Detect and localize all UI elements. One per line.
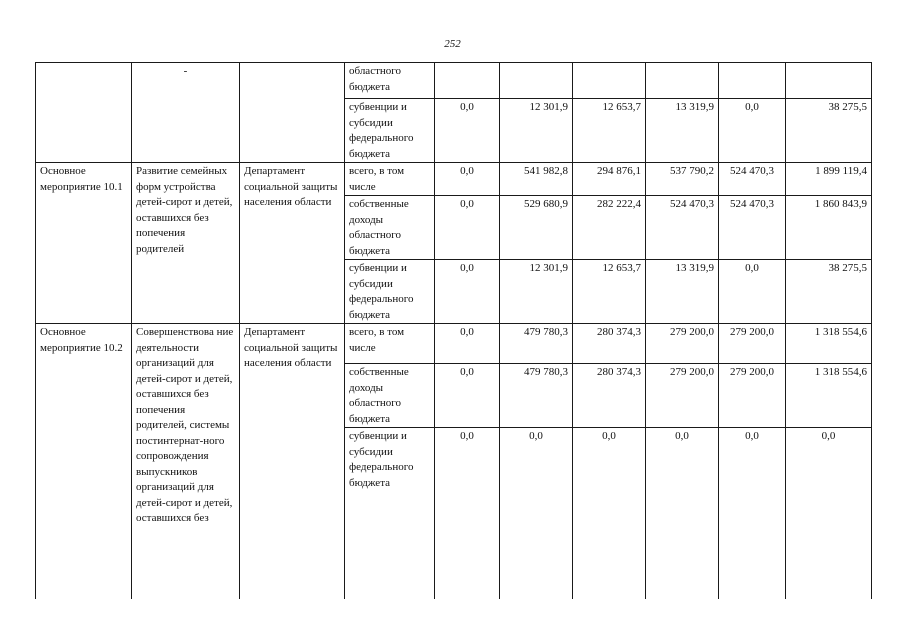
value-cell: 0,0: [435, 364, 500, 428]
value-cell: [573, 63, 646, 99]
value-cell: 12 301,9: [500, 260, 573, 324]
value-cell: 0,0: [646, 428, 719, 599]
value-cell: 279 200,0: [719, 364, 786, 428]
value-cell: 524 470,3: [719, 163, 786, 196]
value-cell: 1 318 554,6: [786, 364, 872, 428]
value-cell: 12 653,7: [573, 99, 646, 163]
measure-name-cell: Совершенствова ние деятельности организаций для детей-сирот и детей, оставшихся без попечения родителей, системы постинтернат-ного сопровождения выпускников организаций для детей-сирот и детей, оставшихся без: [132, 324, 240, 599]
value-cell: [786, 63, 872, 99]
dash-text: -: [183, 65, 188, 77]
source-cell: областного бюджета: [345, 63, 435, 99]
measure-name-cell: Развитие семейных форм устройства детей-сирот и детей, оставшихся без попечения родителей: [132, 163, 240, 324]
value-cell: 279 200,0: [719, 324, 786, 364]
value-cell: 13 319,9: [646, 99, 719, 163]
table-row: [36, 324, 872, 364]
table-row: [36, 63, 872, 99]
value-cell: [435, 63, 500, 99]
value-cell: 12 653,7: [573, 260, 646, 324]
value-cell: 0,0: [435, 196, 500, 260]
page-number: 252: [444, 38, 461, 50]
table-row: [36, 163, 872, 196]
value-cell: [500, 63, 573, 99]
value-cell: 1 860 843,9: [786, 196, 872, 260]
value-cell: 479 780,3: [500, 324, 573, 364]
source-cell: собственные доходы областного бюджета: [345, 196, 435, 260]
executor-cell: [240, 63, 345, 163]
measure-label-cell: Основное мероприятие 10.2: [36, 324, 132, 599]
value-cell: 529 680,9: [500, 196, 573, 260]
source-cell: субвенции и субсидии федерального бюджета: [345, 260, 435, 324]
value-cell: 0,0: [719, 99, 786, 163]
value-cell: 280 374,3: [573, 364, 646, 428]
value-cell: 38 275,5: [786, 99, 872, 163]
value-cell: 0,0: [500, 428, 573, 599]
value-cell: 524 470,3: [719, 196, 786, 260]
value-cell: 280 374,3: [573, 324, 646, 364]
measure-label-cell: Основное мероприятие 10.1: [36, 163, 132, 324]
value-cell: 524 470,3: [646, 196, 719, 260]
executor-cell: Департамент социальной защиты населения области: [240, 324, 345, 599]
source-cell: субвенции и субсидии федерального бюджета: [345, 428, 435, 599]
value-cell: 479 780,3: [500, 364, 573, 428]
executor-cell: Департамент социальной защиты населения области: [240, 163, 345, 324]
value-cell: 0,0: [435, 324, 500, 364]
value-cell: 0,0: [435, 428, 500, 599]
source-cell: субвенции и субсидии федерального бюджета: [345, 99, 435, 163]
measure-name-cell: [132, 63, 240, 163]
value-cell: 294 876,1: [573, 163, 646, 196]
value-cell: 279 200,0: [646, 324, 719, 364]
value-cell: 12 301,9: [500, 99, 573, 163]
value-cell: 0,0: [435, 260, 500, 324]
value-cell: 0,0: [719, 260, 786, 324]
value-cell: 0,0: [786, 428, 872, 599]
value-cell: 0,0: [435, 99, 500, 163]
source-cell: собственные доходы областного бюджета: [345, 364, 435, 428]
value-cell: 541 982,8: [500, 163, 573, 196]
value-cell: 0,0: [719, 428, 786, 599]
budget-table: [35, 62, 872, 599]
value-cell: 0,0: [435, 163, 500, 196]
value-cell: [646, 63, 719, 99]
value-cell: 1 318 554,6: [786, 324, 872, 364]
value-cell: 279 200,0: [646, 364, 719, 428]
value-cell: 13 319,9: [646, 260, 719, 324]
source-cell: всего, в том числе: [345, 324, 435, 364]
value-cell: [719, 63, 786, 99]
measure-label-cell: [36, 63, 132, 163]
value-cell: 537 790,2: [646, 163, 719, 196]
source-cell: всего, в том числе: [345, 163, 435, 196]
value-cell: 1 899 119,4: [786, 163, 872, 196]
value-cell: 0,0: [573, 428, 646, 599]
value-cell: 38 275,5: [786, 260, 872, 324]
value-cell: 282 222,4: [573, 196, 646, 260]
